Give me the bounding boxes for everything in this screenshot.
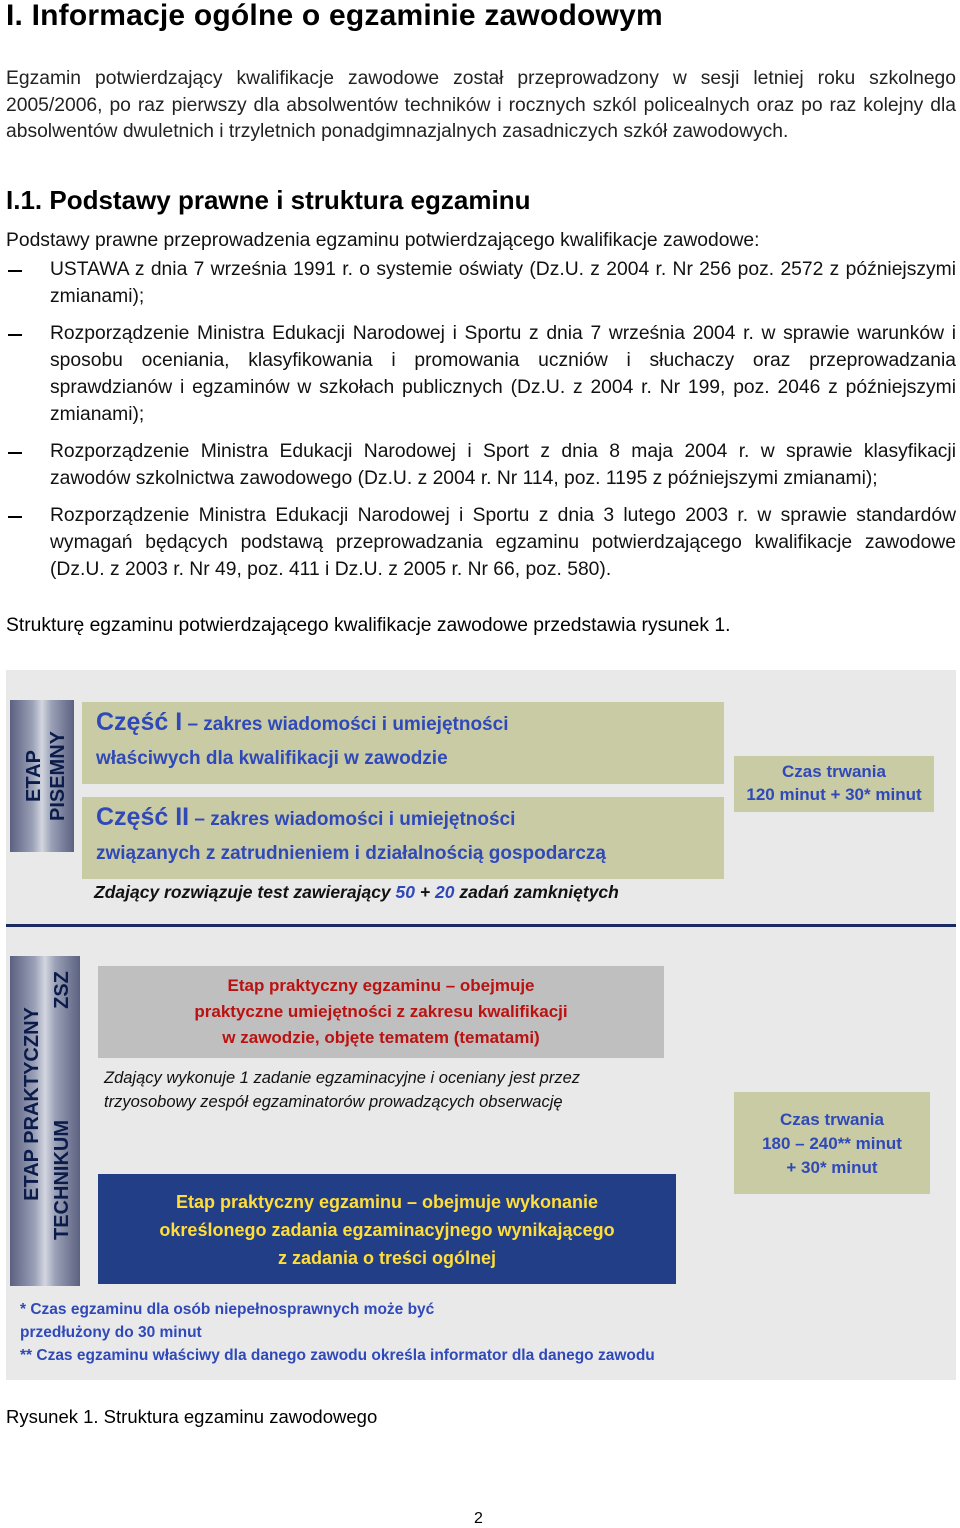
written-stage-label xyxy=(10,700,74,852)
practical-duration-value: 180 – 240** minut xyxy=(762,1134,902,1153)
written-duration-title: Czas trwania xyxy=(782,762,886,781)
practical-assessment-note xyxy=(104,1066,580,1114)
zsz-panel-line-2: praktyczne umiejętności z zakresu kwalifikacji xyxy=(194,1002,568,1021)
list-item xyxy=(6,438,956,492)
written-stage-label-text xyxy=(10,700,74,852)
zsz-panel-line-3: w zawodzie, objęte tematem (tematami) xyxy=(222,1028,540,1047)
exam-structure-diagram xyxy=(0,660,960,1390)
list-item-text: Rozporządzenie Ministra Edukacji Narodowej i Sportu z dnia 7 września 2004 r. w sprawie warunków i sposobu oceniania, klasyfikowania i promowania uczniów i słuchaczy oraz przeprowadzania sprawdzianów i egzaminów w szkołach publicznych (Dz.U. z 2004 r. Nr 199, poz. 2046 z późniejszymi zmianami); xyxy=(50,323,956,425)
practical-stage-label xyxy=(10,956,80,1286)
part-two-desc-2: związanych z zatrudnieniem i działalnością gospodarczą xyxy=(96,843,606,864)
intro-paragraph: Egzamin potwierdzający kwalifikacje zawodowe został przeprowadzony w sesji letniej roku szkolnego 2005/2006, po raz pierwszy dla absolwentów techników i rocznych szkól policealnych oraz po raz kolejny dla absolwentów dwuletnich i trzyletnich ponadgimnazjalnych zasadniczych szkół zawodowych. xyxy=(6,68,956,142)
dash-bullet-icon xyxy=(8,516,22,518)
technikum-panel-line-1: Etap praktyczny egzaminu – obejmuje wykonanie xyxy=(175,1192,599,1212)
written-stage-word-2: PISEMNY xyxy=(47,730,69,822)
list-item xyxy=(6,502,956,583)
practical-stage-label-text xyxy=(10,956,80,1286)
practical-duration-panel xyxy=(734,1092,930,1194)
practical-note-line-1: Zdający wykonuje 1 zadanie egzaminacyjne i oceniany jest przez xyxy=(104,1069,581,1087)
part-one-line-1 xyxy=(96,708,508,737)
technikum-word: TECHNIKUM xyxy=(51,1120,73,1240)
footnote-1-cont: przedłużony do 30 minut xyxy=(20,1324,202,1341)
practical-note-line-2: trzyosobowy zespół egzaminatorów prowadzących obserwację xyxy=(104,1093,563,1111)
written-test-note xyxy=(94,882,619,903)
part-one-panel xyxy=(82,702,724,784)
dash-bullet-icon xyxy=(8,270,22,272)
figure-caption: Rysunek 1. Struktura egzaminu zawodowego xyxy=(6,1406,378,1427)
technikum-panel-line-3: z zadania o treści ogólnej xyxy=(277,1248,497,1268)
part-one-line-2 xyxy=(96,748,448,770)
legal-basis-list xyxy=(6,256,956,593)
written-test-count-2: 20 xyxy=(435,882,455,902)
practical-duration-extra: + 30* minut xyxy=(786,1158,878,1177)
part-one-desc-1: – zakres wiadomości i umiejętności xyxy=(187,714,509,735)
part-two-panel xyxy=(82,797,724,879)
footnote-2: ** Czas egzaminu właściwy dla danego zawodu określa informator dla danego zawodu xyxy=(20,1347,655,1364)
part-one-desc-2: właściwych dla kwalifikacji w zawodzie xyxy=(96,748,448,769)
page-number: 2 xyxy=(474,1510,483,1527)
written-test-note-text: Zdający rozwiązuje test zawierający xyxy=(94,882,391,902)
practical-duration-title: Czas trwania xyxy=(780,1110,884,1129)
technikum-panel-line-2: określonego zadania egzaminacyjnego wynikającego xyxy=(159,1220,615,1240)
section-heading: I.1. Podstawy prawne i struktura egzaminu xyxy=(6,185,531,215)
legal-basis-lead: Podstawy prawne przeprowadzenia egzaminu potwierdzającego kwalifikacje zawodowe: xyxy=(6,230,760,251)
technikum-practical-panel xyxy=(98,1174,676,1284)
practical-stage-word: ETAP PRAKTYCZNY xyxy=(21,1007,43,1201)
dash-bullet-icon xyxy=(8,334,22,336)
stage-separator xyxy=(6,924,956,927)
part-two-desc-1: – zakres wiadomości i umiejętności xyxy=(194,809,516,830)
zsz-panel-line-1: Etap praktyczny egzaminu – obejmuje xyxy=(227,976,535,995)
written-duration-value: 120 minut + 30* minut xyxy=(746,785,922,804)
written-test-tail: zadań zamkniętych xyxy=(459,882,619,902)
dash-bullet-icon xyxy=(8,452,22,454)
figure-reference: Strukturę egzaminu potwierdzającego kwalifikacje zawodowe przedstawia rysunek 1. xyxy=(6,615,731,636)
chapter-heading: I. Informacje ogólne o egzaminie zawodowym xyxy=(6,0,663,32)
written-test-count-1: 50 xyxy=(395,882,416,902)
written-test-plus: + xyxy=(419,882,431,902)
footnote-1: * Czas egzaminu dla osób niepełnosprawnych może być xyxy=(20,1301,435,1318)
written-stage-word-1: ETAP xyxy=(23,750,45,802)
list-item-text: USTAWA z dnia 7 września 1991 r. o systemie oświaty (Dz.U. z 2004 r. Nr 256 poz. 2572 z późniejszymi zmianami); xyxy=(50,259,956,307)
list-item-text: Rozporządzenie Ministra Edukacji Narodowej i Sport z dnia 8 maja 2004 r. w sprawie klasyfikacji zawodów szkolnictwa zawodowego (Dz.U. z 2004 r. Nr 114, poz. 1195 z późniejszymi zmianami); xyxy=(50,441,956,489)
part-two-line-1 xyxy=(96,803,515,832)
list-item xyxy=(6,320,956,428)
part-one-label: Część I xyxy=(96,708,183,736)
part-two-label: Część II xyxy=(96,803,190,831)
written-duration-panel xyxy=(734,756,934,812)
list-item xyxy=(6,256,956,310)
zsz-word: ZSZ xyxy=(51,971,73,1009)
list-item-text: Rozporządzenie Ministra Edukacji Narodowej i Sportu z dnia 3 lutego 2003 r. w sprawie standardów wymagań będących podstawą przeprowadzania egzaminu potwierdzającego kwalifikacje zawodowe (Dz.U. z 2003 r. Nr 49, poz. 411 i Dz.U. z 2005 r. Nr 66, poz. 580). xyxy=(50,505,956,580)
part-two-line-2 xyxy=(96,843,606,865)
diagram-footnotes xyxy=(20,1298,655,1367)
zsz-practical-panel xyxy=(98,966,664,1058)
